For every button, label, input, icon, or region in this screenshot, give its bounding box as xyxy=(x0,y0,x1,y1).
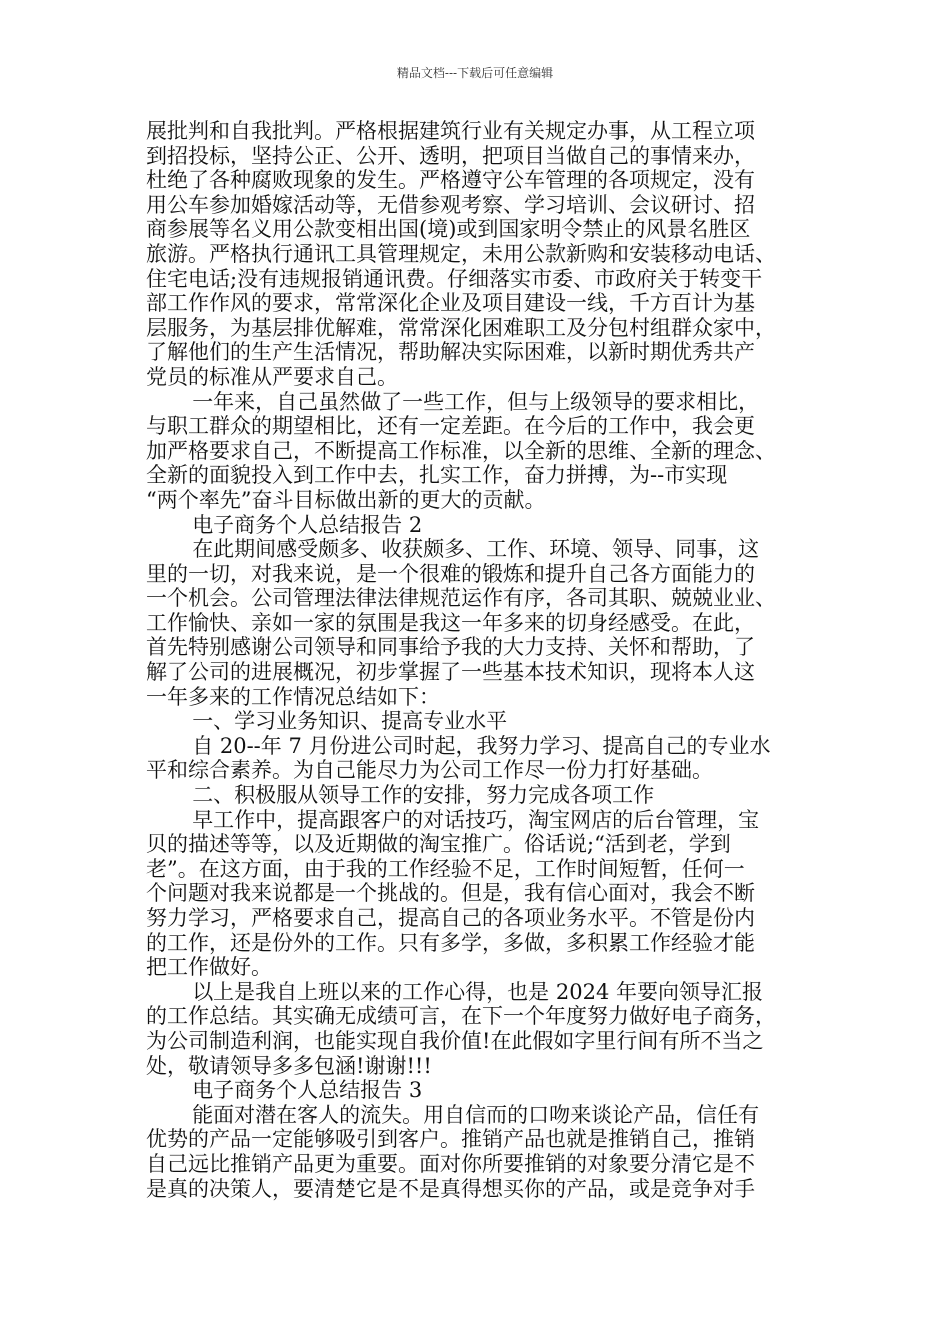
text-line: 用公车参加婚嫁活动等，无借参观考察、学习培训、会议研讨、招 xyxy=(146,192,755,217)
paragraph-study xyxy=(146,734,812,783)
paragraph-summary xyxy=(146,980,812,1078)
section-heading-report-3: 电子商务个人总结报告 3 xyxy=(192,1078,423,1103)
text-line: 工作愉快、亲如一家的氛围是我这一年多来的切身经感受。在此， xyxy=(146,610,755,635)
text-line: 优势的产品一定能够吸引到客户。推销产品也就是推销自己，推销 xyxy=(146,1127,755,1152)
text-line: 个问题对我来说都是一个挑战的。但是，我有信心面对，我会不断 xyxy=(146,881,755,906)
text-line: 党员的标准从严要求自己。 xyxy=(146,364,398,389)
paragraph-integrity xyxy=(146,119,812,390)
text-line: 把工作做好。 xyxy=(146,955,272,980)
text-line: 是真的决策人，要清楚它是不是真得想买你的产品，或是竞争对手 xyxy=(146,1176,755,1201)
text-line: 杜绝了各种腐败现象的发生。严格遵守公车管理的各项规定，没有 xyxy=(146,168,755,193)
subsection-heading-work: 二、积极服从领导工作的安排，努力完成各项工作 xyxy=(192,783,655,808)
text-line: 住宅电话;没有违规报销通讯费。仔细落实市委、市政府关于转变干 xyxy=(146,266,763,291)
text-line: 早工作中，提高跟客户的对话技巧，淘宝网店的后台管理，宝 xyxy=(192,807,760,832)
page-header: 精品文档---下载后可任意编辑 xyxy=(396,66,554,80)
subsection-heading-study: 一、学习业务知识、提高专业水平 xyxy=(192,709,508,734)
text-line: 全新的面貌投入到工作中去，扎实工作，奋力拼搏，为--市实现 xyxy=(146,463,728,488)
paragraph-report-3-intro xyxy=(146,1103,812,1201)
text-line: 以上是我自上班以来的工作心得，也是 2024 年要向领导汇报 xyxy=(192,979,763,1004)
text-line: 展批判和自我批判。严格根据建筑行业有关规定办事，从工程立项 xyxy=(146,119,755,143)
text-line: 老”。在这方面，由于我的工作经验不足，工作时间短暂，任何一 xyxy=(146,856,745,881)
paragraph-outlook xyxy=(146,390,812,513)
text-line: 了解他们的生产生活情况，帮助解决实际困难，以新时期优秀共产 xyxy=(146,340,755,365)
text-line: 部工作作风的要求，常常深化企业及项目建设一线，千方百计为基 xyxy=(146,291,755,316)
text-line: 贝的描述等等，以及近期做的淘宝推广。俗话说;“活到老，学到 xyxy=(146,832,731,857)
text-line: 自 20--年 7 月份进公司时起，我努力学习、提高自己的专业水 xyxy=(192,733,771,758)
text-line: 里的一切，对我来说，是一个很难的锻炼和提升自己各方面能力的 xyxy=(146,561,755,586)
text-line: 在此期间感受颇多、收获颇多、工作、环境、领导、同事，这 xyxy=(192,537,760,562)
text-line: “两个率先”奋斗目标做出新的更大的贡献。 xyxy=(146,487,546,512)
text-line: 平和综合素养。为自己能尽力为公司工作尽一份力打好基础。 xyxy=(146,758,713,783)
text-line: 层服务，为基层排优解难，常常深化困难职工及分包村组群众家中， xyxy=(146,315,776,340)
text-line: 与职工群众的期望相比，还有一定差距。在今后的工作中，我会更 xyxy=(146,414,755,439)
paragraph-work xyxy=(146,808,812,980)
text-line: 的工作总结。其实确无成绩可言，在下一个年度努力做好电子商务， xyxy=(146,1004,776,1029)
text-line: 一年多来的工作情况总结如下： xyxy=(146,684,440,709)
document-body xyxy=(146,119,812,1201)
text-line: 自己远比推销产品更为重要。面对你所要推销的对象要分清它是不 xyxy=(146,1151,755,1176)
section-heading-report-2: 电子商务个人总结报告 2 xyxy=(192,512,423,537)
text-line: 商参展等名义用公款变相出国(境)或到国家明令禁止的风景名胜区 xyxy=(146,217,751,242)
text-line: 解了公司的进展概况，初步掌握了一些基本技术知识，现将本人这 xyxy=(146,660,755,685)
text-line: 努力学习，严格要求自己，提高自己的各项业务水平。不管是份内 xyxy=(146,906,755,930)
text-line: 处，敬请领导多多包涵!谢谢!!! xyxy=(146,1053,432,1078)
paragraph-report-2-intro xyxy=(146,537,812,709)
text-line: 加严格要求自己，不断提高工作标准，以全新的思维、全新的理念、 xyxy=(146,438,776,463)
text-line: 为公司制造利润，也能实现自我价值!在此假如字里行间有所不当之 xyxy=(146,1028,764,1053)
text-line: 的工作，还是份外的工作。只有多学，多做，多积累工作经验才能 xyxy=(146,930,755,955)
text-line: 能面对潜在客人的流失。用自信而的口吻来谈论产品，信任有 xyxy=(192,1102,760,1127)
text-line: 首先特别感谢公司领导和同事给予我的大力支持、关怀和帮助，了 xyxy=(146,635,755,660)
text-line: 一个机会。公司管理法律法律规范运作有序，各司其职、兢兢业业、 xyxy=(146,586,776,611)
text-line: 旅游。严格执行通讯工具管理规定，未用公款新购和安装移动电话、 xyxy=(146,241,776,266)
text-line: 到招投标，坚持公正、公开、透明，把项目当做自己的事情来办， xyxy=(146,143,755,168)
text-line: 一年来，自己虽然做了一些工作，但与上级领导的要求相比， xyxy=(192,389,760,414)
